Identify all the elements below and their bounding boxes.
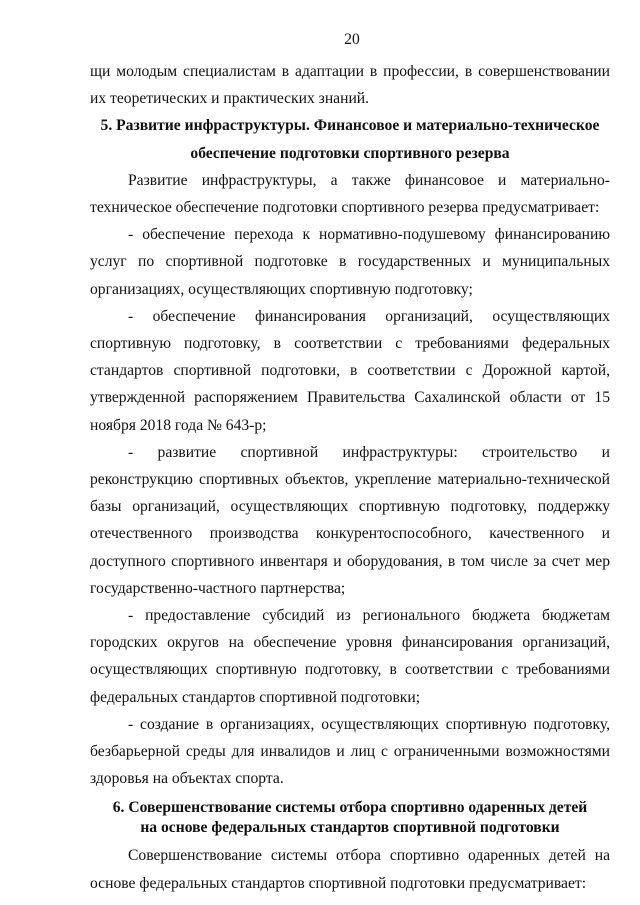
section-5-item: - обеспечение перехода к нормативно-подушевому финансированию услуг по спортивной подготовке в государственных и муниципальных организациях, осуществляющих спортивную подготовку; (90, 226, 610, 298)
section-5-heading-line-2: обеспечение подготовки спортивного резерва (190, 144, 510, 162)
section-6-heading (90, 798, 610, 838)
section-5-item: - предоставление субсидий из регионального бюджета бюджетам городских округов на обеспечение уровня финансирования организаций, осуществляющих спортивную подготовку, в соответствии с требованиями федеральных стандартов спортивной подготовки; (90, 607, 610, 706)
section-5-item: - развитие спортивной инфраструктуры: строительство и реконструкцию спортивных объектов, укрепление материально-технической базы организаций, осуществляющих спортивную подготовку, поддержку отечественного производства конкурентоспособного, качественного и доступного спортивного инвентаря и оборудования, в том числе за счет мер государственно-частного партнерства; (90, 443, 610, 597)
page-number: 20 (344, 31, 360, 48)
continued-paragraph: щи молодым специалистам в адаптации в профессии, в совершенствовании их теоретических и практических знаний. (90, 63, 610, 108)
document-page (90, 30, 610, 897)
section-5-heading-line-1: 5. Развитие инфраструктуры. Финансовое и материально-техническое (100, 117, 600, 135)
section-6-intro: Совершенствование системы отбора спортивно одаренных детей на основе федеральных стандартов спортивной подготовки предусматривает: (90, 847, 610, 892)
section-5-item: - создание в организациях, осуществляющих спортивную подготовку, безбарьерной среды для инвалидов и лиц с ограниченными возможностями здоровья на объектах спорта. (90, 715, 610, 788)
section-6-heading-line-2: на основе федеральных стандартов спортивной подготовки (140, 819, 560, 837)
section-5-heading (90, 112, 610, 166)
section-5-item: - обеспечение финансирования организаций, осуществляющих спортивную подготовку, в соответствии с требованиями федеральных стандартов спортивной подготовки, в соответствии с Дорожной картой, утвержденной распоряжением Правительства Сахалинской области от 15 ноября 2018 года № 643-р; (90, 307, 610, 434)
section-6-heading-line-1: 6. Совершенствование системы отбора спортивно одаренных детей (112, 799, 588, 817)
section-5-intro: Развитие инфраструктуры, а также финансовое и материально-техническое обеспечение подготовки спортивного резерва предусматривает: (90, 171, 610, 217)
